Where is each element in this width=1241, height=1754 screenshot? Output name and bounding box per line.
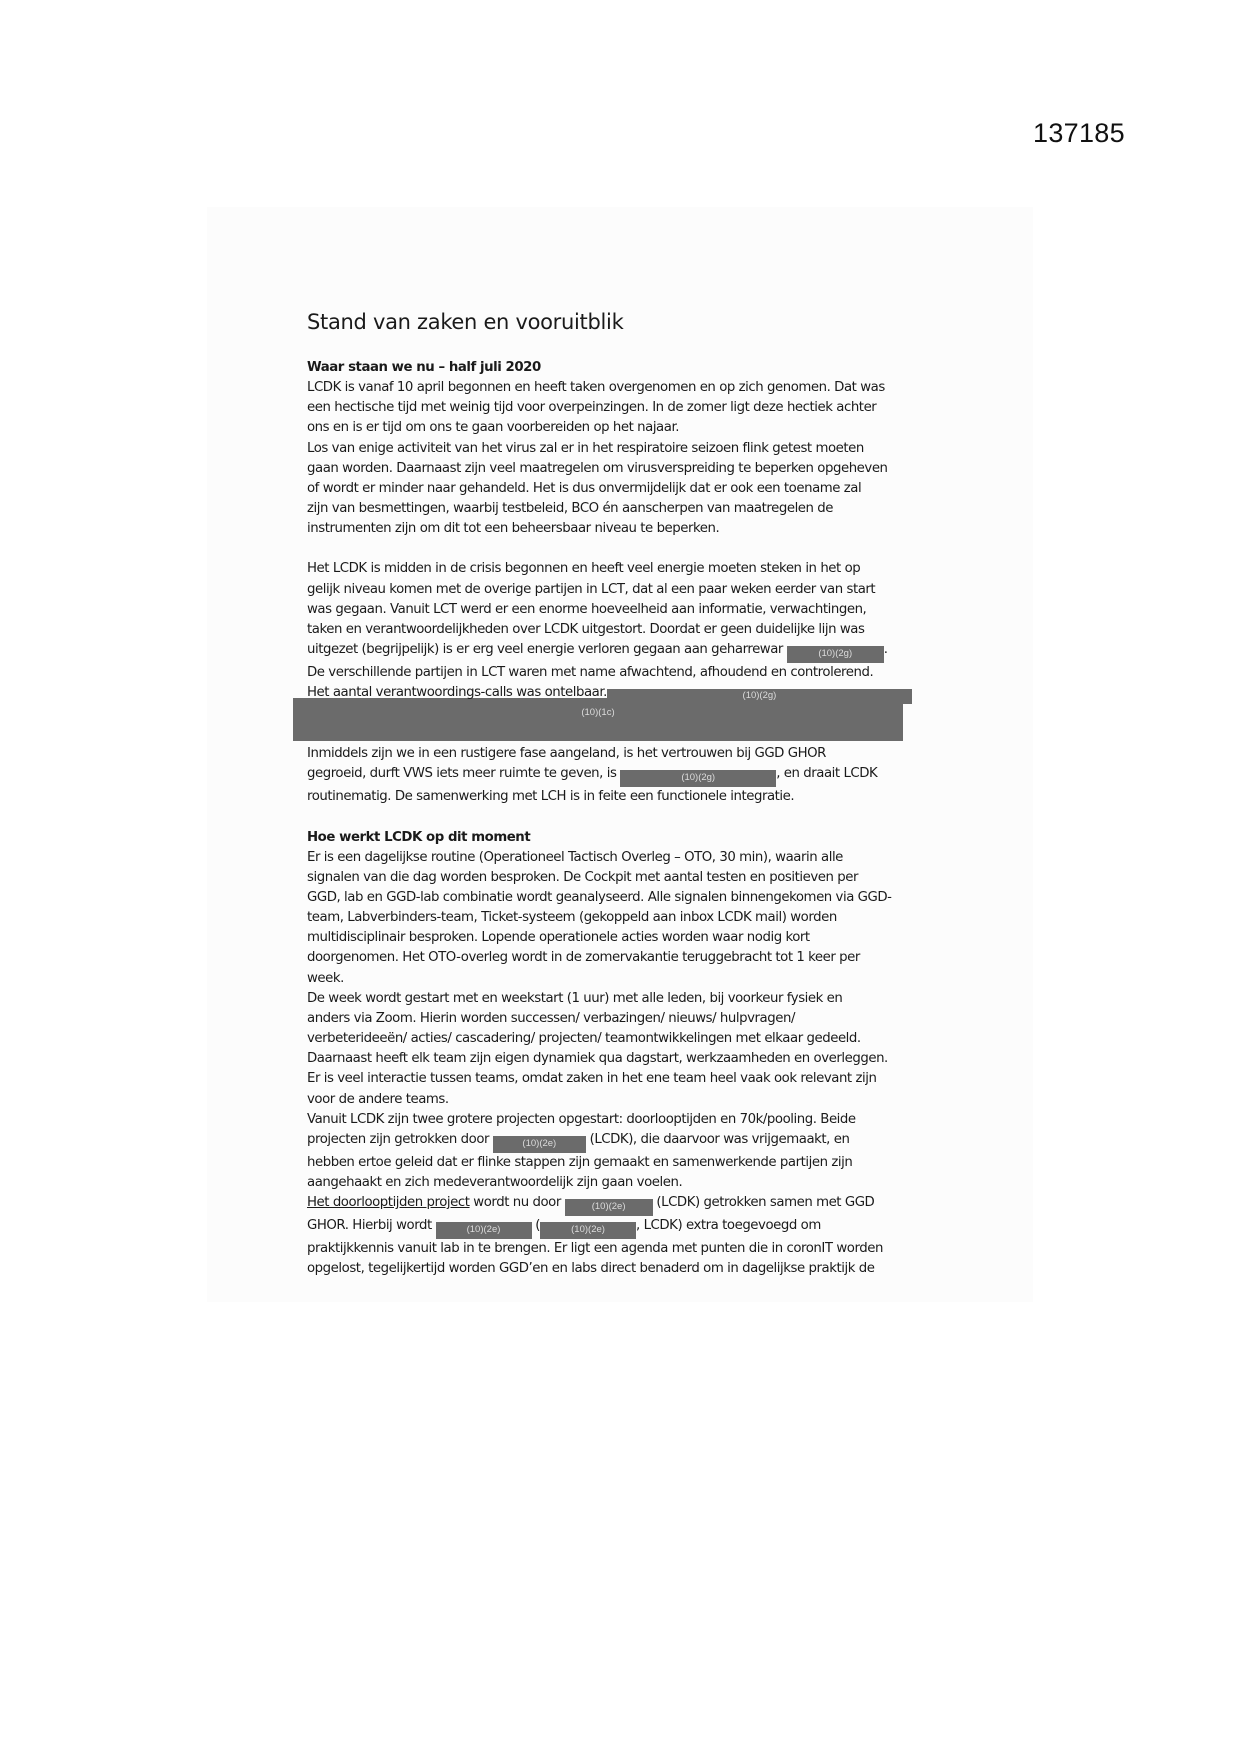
paragraph-line: opgelost, tegelijkertijd worden GGD’en en labs direct benaderd om in dagelijkse praktijk de	[307, 1261, 875, 1277]
paragraph-line: hebben ertoe geleid dat er flinke stappen zijn gemaakt en samenwerkende partijen zijn	[307, 1154, 853, 1170]
paragraph-line	[307, 764, 947, 787]
paragraph-line: gaan worden. Daarnaast zijn veel maatregelen om virusverspreiding te beperken opgeheven	[307, 460, 888, 476]
document-body	[307, 308, 947, 1279]
paragraph-line: team, Labverbinders-team, Ticket-systeem (gekoppeld aan inbox LCDK mail) worden	[307, 910, 837, 926]
redaction-box: (10)(2e)	[540, 1222, 636, 1239]
paragraph-line	[307, 640, 947, 663]
paragraph-line: signalen van die dag worden besproken. De Cockpit met aantal testen en positieven per	[307, 869, 859, 885]
paragraph-line: Inmiddels zijn we in een rustigere fase aangeland, is het vertrouwen bij GGD GHOR	[307, 746, 826, 762]
text: .	[883, 642, 888, 658]
paragraph-line: week.	[307, 970, 344, 986]
paragraph-line: Er is een dagelijkse routine (Operationeel Tactisch Overleg – OTO, 30 min), waarin alle	[307, 849, 843, 865]
text: gegroeid, durft VWS iets meer ruimte te geven, is	[307, 766, 617, 782]
paragraph-line	[307, 1193, 947, 1216]
text: Het aantal verantwoordings-calls was ontelbaar.	[307, 685, 607, 701]
redaction-box: (10)(2g)	[787, 646, 884, 663]
paragraph-line: verbeterideeën/ acties/ cascadering/ projecten/ teamontwikkelingen met elkaar gedeeld.	[307, 1031, 861, 1047]
text: , LCDK) extra toegevoegd om	[636, 1218, 821, 1234]
paragraph-line: anders via Zoom. Hierin worden successen/ verbazingen/ nieuws/ hulpvragen/	[307, 1010, 795, 1026]
paragraph-line	[307, 1216, 947, 1239]
redacted-lines-space	[307, 704, 947, 744]
paragraph-line: routinematig. De samenwerking met LCH is in feite een functionele integratie.	[307, 789, 795, 805]
paragraph-line: instrumenten zijn om dit tot een beheersbaar niveau te beperken.	[307, 521, 720, 537]
redaction-box: (10)(2e)	[436, 1222, 532, 1239]
paragraph-line: GGD, lab en GGD-lab combinatie wordt geanalyseerd. Alle signalen binnengekomen via GGD-	[307, 889, 892, 905]
section-heading-operations: Hoe werkt LCDK op dit moment	[307, 829, 531, 845]
text: wordt nu door	[469, 1195, 561, 1211]
section-heading-status: Waar staan we nu – half juli 2020	[307, 360, 541, 375]
paragraph-line: Daarnaast heeft elk team zijn eigen dynamiek qua dagstart, werkzaamheden en overleggen.	[307, 1051, 888, 1067]
underlined-text: Het doorlooptijden project	[307, 1195, 470, 1211]
paragraph-line: ons en is er tijd om ons te gaan voorbereiden op het najaar.	[307, 420, 680, 436]
redaction-box: (10)(2g)	[607, 689, 912, 704]
redaction-box: (10)(2g)	[620, 770, 776, 787]
paragraph-line	[307, 1130, 947, 1153]
paragraph-line: voor de andere teams.	[307, 1091, 449, 1107]
paragraph-line: doorgenomen. Het OTO-overleg wordt in de zomervakantie teruggebracht tot 1 keer per	[307, 950, 860, 966]
text: (LCDK) getrokken samen met GGD	[656, 1195, 875, 1211]
paragraph-line: praktijkkennis vanuit lab in te brengen. Er ligt een agenda met punten die in coronIT worden	[307, 1241, 883, 1257]
paragraph-line	[307, 683, 947, 704]
text: projecten zijn getrokken door	[307, 1131, 490, 1147]
text: uitgezet (begrijpelijk) is er erg veel energie verloren gegaan aan geharrewar	[307, 642, 783, 658]
paragraph-line: Er is veel interactie tussen teams, omdat zaken in het ene team heel vaak ook relevant zijn	[307, 1071, 877, 1087]
paragraph-line: gelijk niveau komen met de overige partijen in LCT, dat al een paar weken eerder van start	[307, 581, 876, 597]
paragraph-line: Het LCDK is midden in de crisis begonnen en heeft veel energie moeten steken in het op	[307, 561, 861, 577]
text: (	[535, 1218, 541, 1234]
paragraph-gap	[307, 808, 947, 828]
paragraph-line: De verschillende partijen in LCT waren met name afwachtend, afhoudend en controlerend.	[307, 665, 874, 681]
redaction-code: (10)(1c)	[581, 707, 615, 718]
text: GHOR. Hierbij wordt	[307, 1218, 432, 1234]
paragraph-line: LCDK is vanaf 10 april begonnen en heeft taken overgenomen en op zich genomen. Dat was	[307, 380, 885, 396]
paragraph-line: De week wordt gestart met en weekstart (1 uur) met alle leden, bij voorkeur fysiek en	[307, 990, 843, 1006]
document-title: Stand van zaken en vooruitblik	[307, 310, 624, 334]
paragraph-line: of wordt er minder naar gehandeld. Het is dus onvermijdelijk dat er ook een toename zal	[307, 480, 862, 496]
paragraph-line: multidisciplinair besproken. Lopende operationele acties worden waar nodig kort	[307, 930, 810, 946]
paragraph-line: Vanuit LCDK zijn twee grotere projecten opgestart: doorlooptijden en 70k/pooling. Beide	[307, 1111, 856, 1127]
text: (LCDK), die daarvoor was vrijgemaakt, en	[589, 1131, 850, 1147]
redaction-box: (10)(2e)	[565, 1199, 653, 1216]
paragraph-gap	[307, 539, 947, 559]
paragraph-line: Los van enige activiteit van het virus zal er in het respiratoire seizoen flink getest moeten	[307, 440, 864, 456]
paragraph-line: zijn van besmettingen, waarbij testbeleid, BCO én aanscherpen van maatregelen de	[307, 501, 834, 517]
paragraph-line: een hectische tijd met weinig tijd voor overpeinzingen. In de zomer ligt deze hectiek achter	[307, 400, 877, 416]
document-page-number: 137185	[1033, 118, 1125, 148]
paragraph-line: was gegaan. Vanuit LCT werd er een enorme hoeveelheid aan informatie, verwachtingen,	[307, 601, 867, 617]
redaction-box: (10)(2e)	[493, 1136, 586, 1153]
paragraph-line: taken en verantwoordelijkheden over LCDK uitgestort. Doordat er geen duidelijke lijn was	[307, 621, 865, 637]
text: , en draait LCDK	[776, 766, 878, 782]
paragraph-line: aangehaakt en zich medeverantwoordelijk zijn gaan voelen.	[307, 1175, 683, 1190]
